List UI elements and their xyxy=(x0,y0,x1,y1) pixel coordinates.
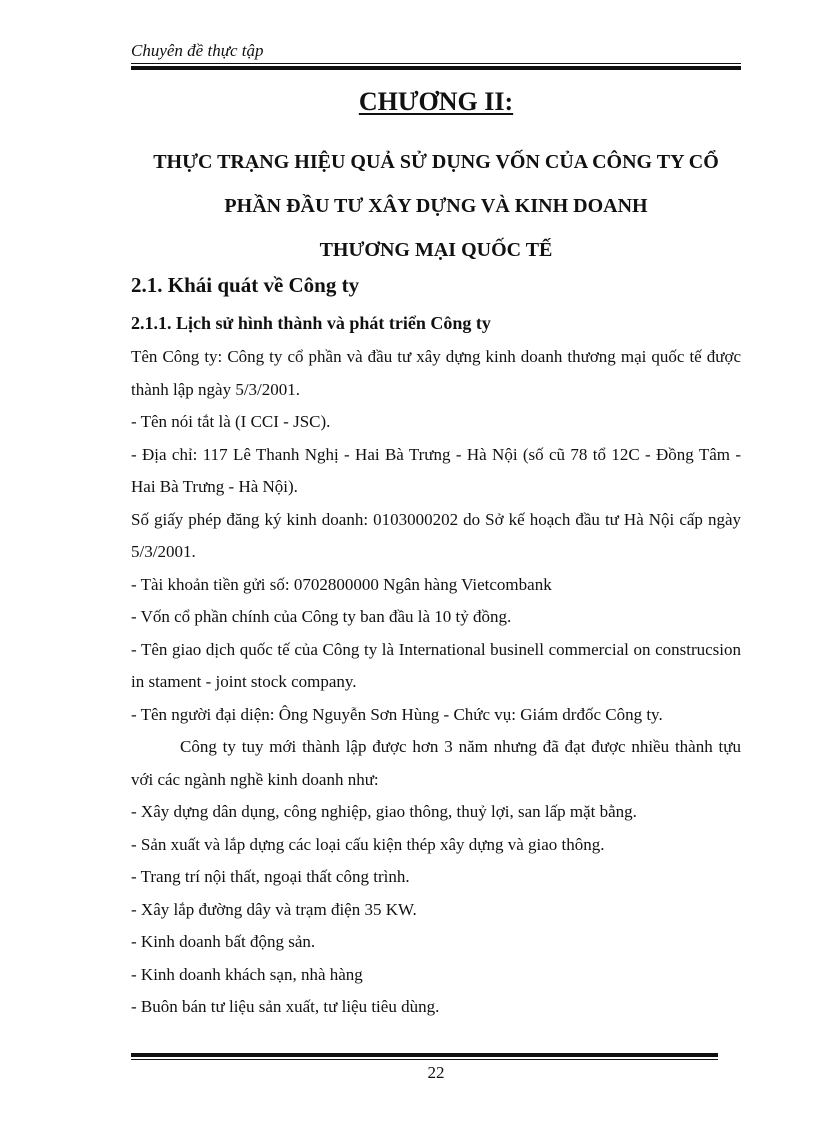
chapter-subtitle-line: THƯƠNG MẠI QUỐC TẾ xyxy=(319,239,553,261)
footer-rule-thick xyxy=(131,1053,718,1057)
list-item: - Trang trí nội thất, ngoại thất công trình. xyxy=(131,867,410,886)
chapter-subtitle xyxy=(131,140,741,272)
list-item: - Kinh doanh khách sạn, nhà hàng xyxy=(131,964,363,984)
paragraph-address: - Địa chỉ: 117 Lê Thanh Nghị - Hai Bà Trưng - Hà Nội (số cũ 78 tổ 12C - Đồng Tâm - Hai Bà Trưng - Hà Nội). xyxy=(131,444,741,496)
paragraph-achievements: Công ty tuy mới thành lập được hơn 3 năm nhưng đã đạt được nhiều thành tựu với các ngành nghề kinh doanh như: xyxy=(131,737,741,789)
section-heading: 2.1. Khái quát về Công ty xyxy=(131,273,360,297)
list-item: - Kinh doanh bất động sản. xyxy=(131,932,316,951)
chapter-subtitle-line: PHẦN ĐẦU TƯ XÂY DỰNG VÀ KINH DOANH xyxy=(224,195,648,217)
body-text xyxy=(131,341,741,1024)
paragraph-international-name: - Tên giao dịch quốc tế của Công ty là International businell commercial on construcsion in stament - joint stock company. xyxy=(131,639,741,691)
list-item: - Xây lắp đường dây và trạm điện 35 KW. xyxy=(131,899,417,919)
chapter-subtitle-line: THỰC TRẠNG HIỆU QUẢ SỬ DỤNG VỐN CỦA CÔNG TY CỔ xyxy=(153,151,719,173)
paragraph-business-license: Số giấy phép đăng ký kinh doanh: 0103000202 do Sở kế hoạch đầu tư Hà Nội cấp ngày 5/3/2001. xyxy=(131,509,741,561)
paragraph-bank-account: - Tài khoản tiền gửi số: 0702800000 Ngân hàng Vietcombank xyxy=(131,574,552,594)
page-number: 22 xyxy=(427,1063,445,1082)
list-item: - Sản xuất và lắp dựng các loại cấu kiện thép xây dựng và giao thông. xyxy=(131,834,605,854)
paragraph-share-capital: - Vốn cổ phần chính của Công ty ban đầu là 10 tỷ đồng. xyxy=(131,607,512,626)
list-item: - Xây dựng dân dụng, công nghiệp, giao thông, thuỷ lợi, san lấp mặt bằng. xyxy=(131,802,637,821)
header-rule-thin xyxy=(131,63,741,64)
chapter-title: CHƯƠNG II: xyxy=(358,87,514,116)
paragraph-short-name: - Tên nói tắt là (I CCI - JSC). xyxy=(131,412,331,431)
subsection-heading: 2.1.1. Lịch sử hình thành và phát triển Công ty xyxy=(131,313,491,333)
list-item: - Buôn bán tư liệu sản xuất, tư liệu tiêu dùng. xyxy=(131,997,440,1016)
paragraph-company-name: Tên Công ty: Công ty cổ phần và đầu tư xây dựng kinh doanh thương mại quốc tế được thành lập ngày 5/3/2001. xyxy=(131,347,741,399)
paragraph-representative: - Tên người đại diện: Ông Nguyễn Sơn Hùng - Chức vụ: Giám drđốc Công ty. xyxy=(131,704,663,724)
running-header: Chuyên đề thực tập xyxy=(131,41,264,60)
footer-rule-thin xyxy=(131,1059,718,1060)
header-rule-thick xyxy=(131,66,741,70)
